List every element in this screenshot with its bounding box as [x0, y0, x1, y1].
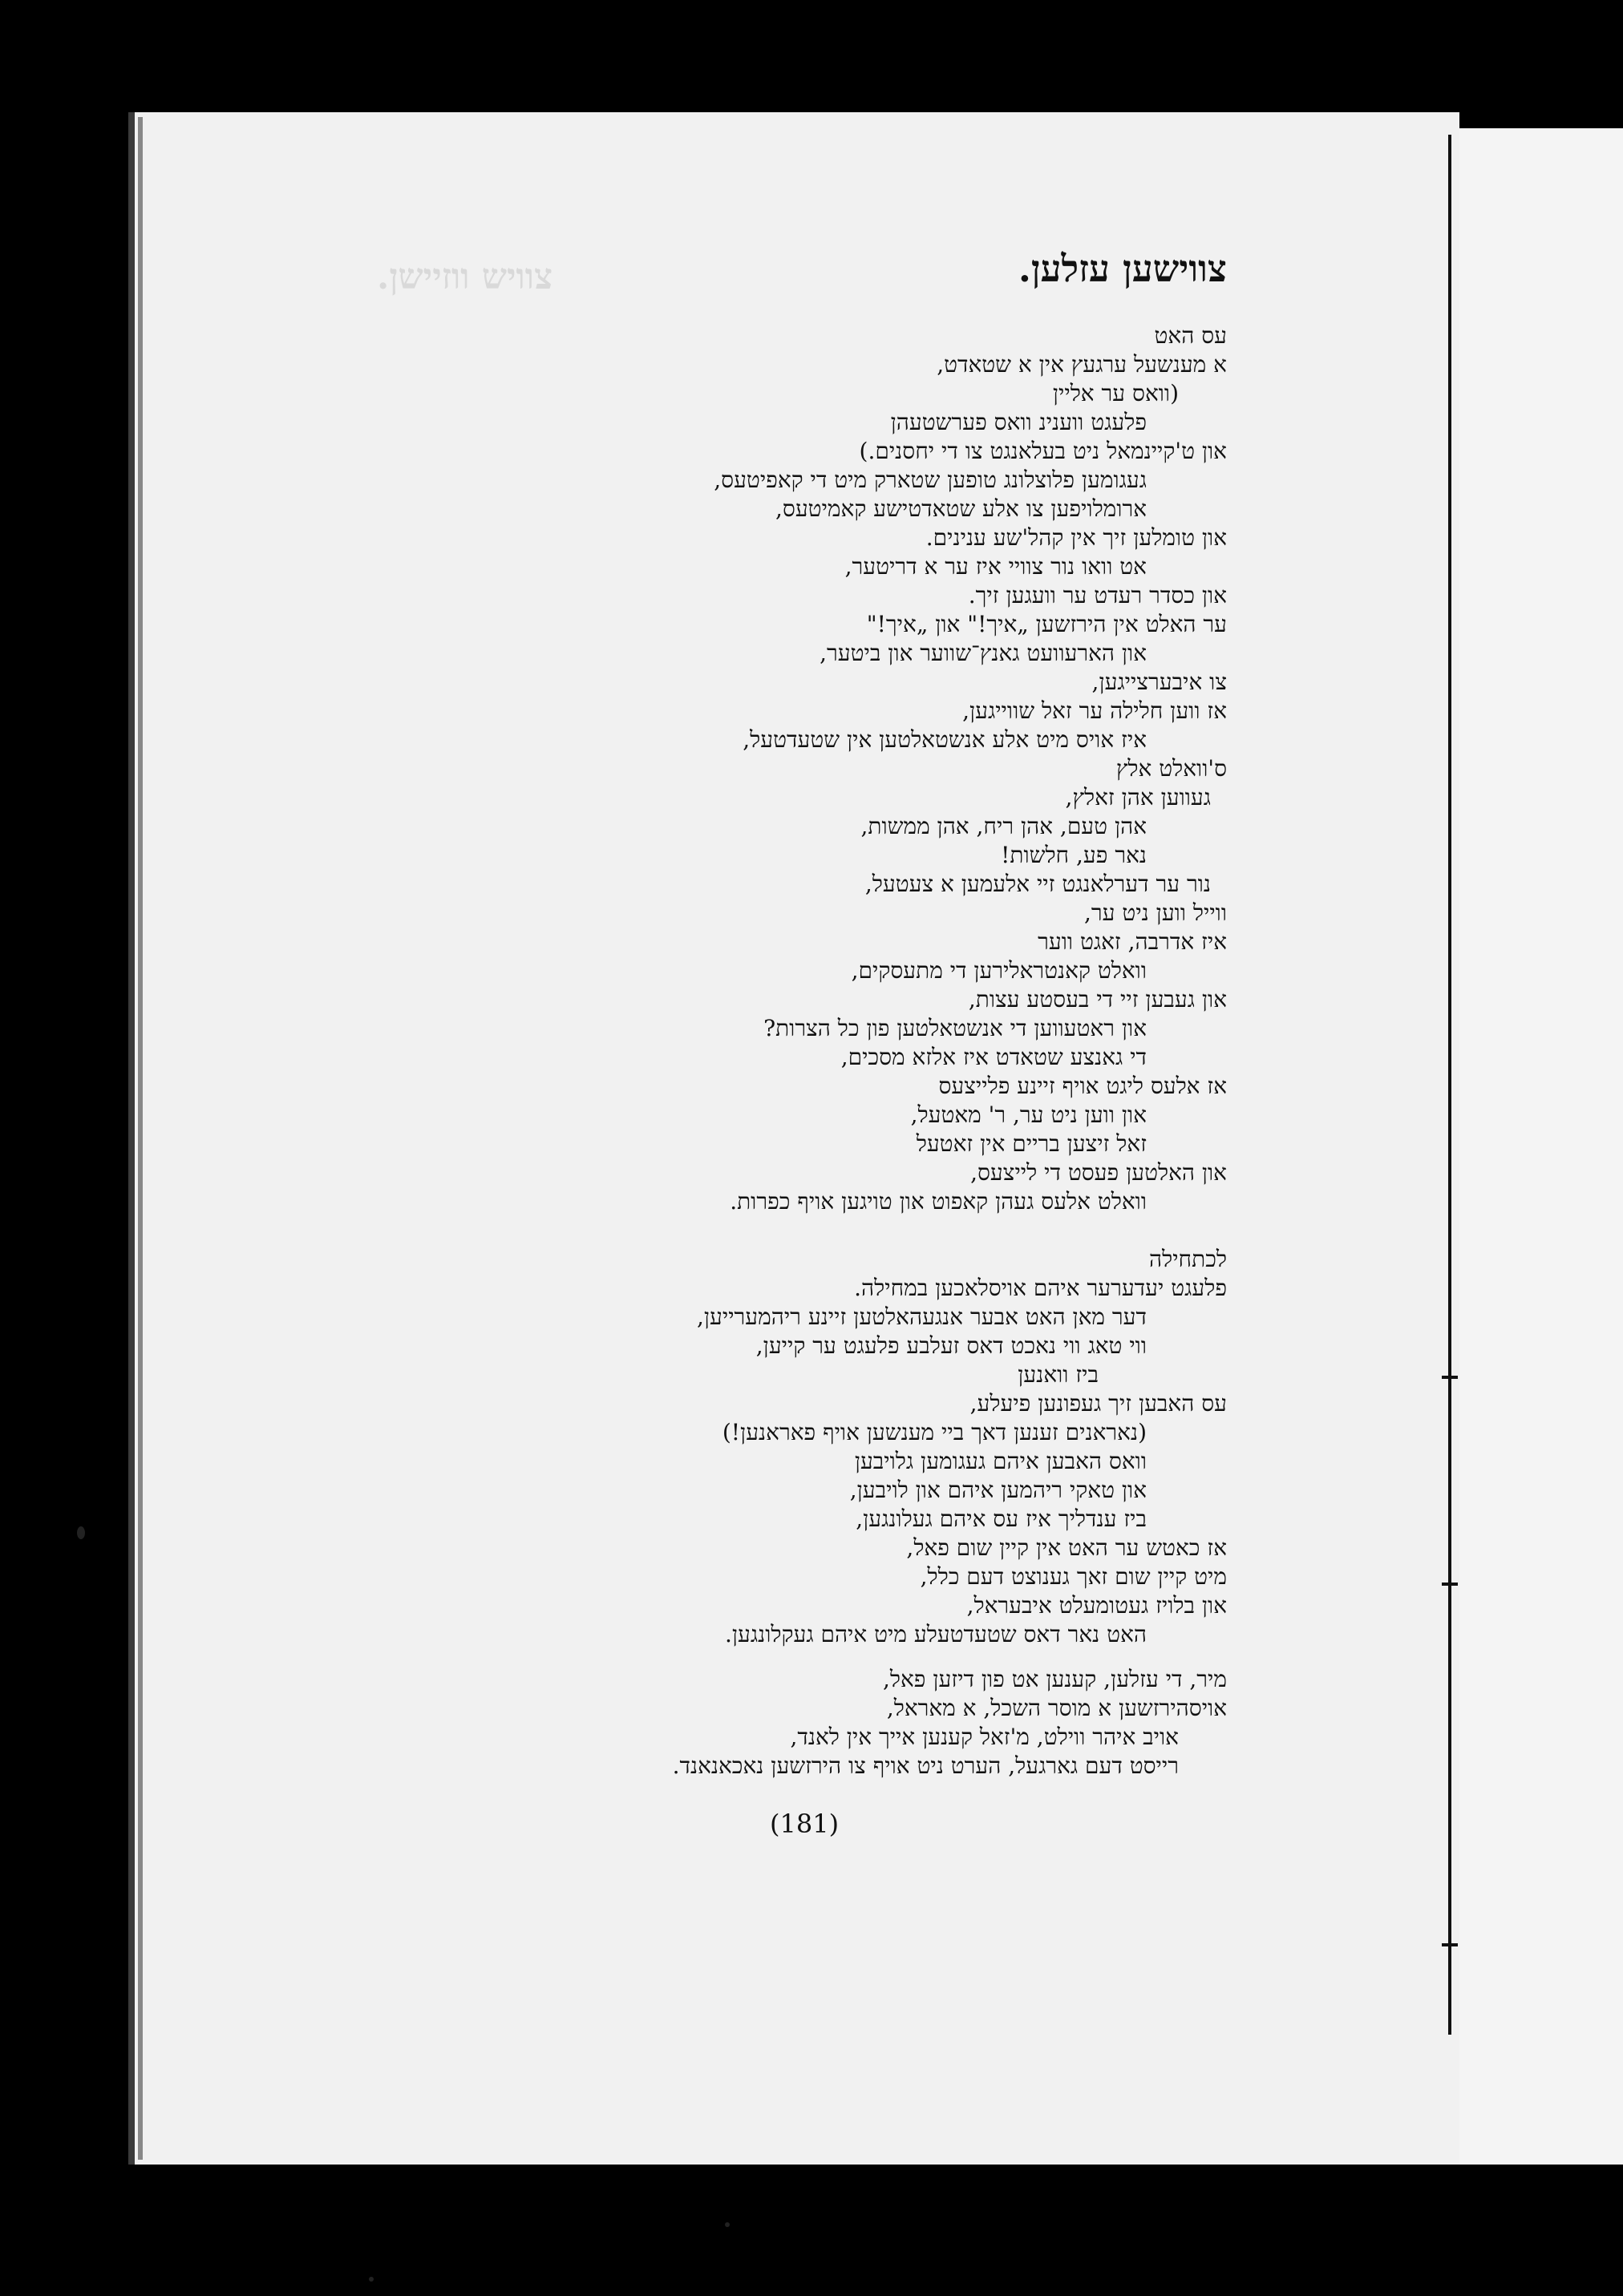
poem-line: ארומלויפען צו אלע שטאדטישע קאמיטעס, — [775, 495, 1147, 522]
poem-line: נאר פע, חלשות! — [1001, 841, 1147, 868]
poem-line: (וואס ער אליין — [1052, 379, 1179, 406]
poem-line: איז אדרבה, זאגט ווער — [1038, 928, 1227, 955]
poem-line: זאל זיצען בריים אין זאטעל — [916, 1130, 1147, 1157]
poem-line: געגומען פלוצלונג טופען שטארק מיט די קאפיטעס, — [714, 466, 1147, 493]
poem-line: עס האט — [1154, 321, 1227, 349]
stanza-gap — [449, 1216, 1227, 1245]
poem-line: אט וואו נור צוויי איז ער א דריטער, — [844, 552, 1147, 580]
poem-line: האט נאר דאס שטעדטעלע מיט איהם געקלונגען. — [725, 1620, 1147, 1647]
poem-body — [449, 249, 1227, 1781]
poem-line: און כסדר רעדט ער וועגען זיך. — [968, 581, 1227, 608]
poem-line: און ווען ניט ער, ר' מאטעל, — [910, 1101, 1147, 1128]
poem-line: לכתחילה — [1149, 1245, 1227, 1272]
poem-line: פלעגט ווענינ וואס פערשטעהן — [890, 408, 1147, 435]
poem-line: איז אויס מיט אלע אנשטאלטען אין שטעדטעל, — [743, 726, 1147, 753]
binding-tick — [1442, 1376, 1458, 1379]
poem-line: וואלט אלעס געהן קאפוט און טויגען אויף כפרות. — [730, 1187, 1147, 1215]
bleed-through-title: צוויש ווזיישן. — [377, 257, 553, 297]
poem-line: און ראטעווען די אנשטאלטען פון כל הצרות? — [763, 1014, 1147, 1041]
poem-line: ביז וואנען — [1018, 1360, 1099, 1388]
poem-line: רייסט דעם גארגעל, הערט ניט אויף צו הירזשען נאכאנאנד. — [672, 1752, 1179, 1779]
poem-line: די גאנצע שטאדט איז אלזא מסכים, — [840, 1043, 1147, 1070]
poem-line: און טאקי ריהמען איהם און לויבען, — [849, 1476, 1147, 1503]
poem-line: עס האבען זיך געפונען פיעלע, — [969, 1389, 1227, 1417]
poem-line: און בלויז געטומעלט איבעראל, — [966, 1591, 1227, 1619]
poem-line: אז כאטש ער האט אין קיין שום פאל, — [906, 1534, 1227, 1561]
poem-line: נור ער דערלאנגט זיי אלעמען א צעטעל, — [864, 870, 1211, 897]
poem-line: (נאראנים זענען דאך ביי מענשען אויף פאראנען!) — [722, 1418, 1147, 1445]
poem-line: מיר, די עזלען, קענען אט פון דיזען פאל, — [882, 1665, 1227, 1692]
poem-line: ביז ענדליך איז עס איהם געלונגען, — [856, 1505, 1147, 1532]
poem-title: צווישען עזלען. — [1018, 247, 1227, 290]
scan-speck — [77, 1526, 85, 1539]
poem-line: אויסהירזשען א מוסר השכל, א מאראל, — [886, 1694, 1227, 1721]
stanza — [449, 321, 1227, 1216]
poem-line: ער האלט אין הירזשען „איך!" און „איך!" — [866, 610, 1227, 637]
facing-page — [1453, 128, 1623, 2165]
poem-line: וואס האבען איהם געגומען גלויבען — [854, 1447, 1147, 1474]
poem-line: פלעגט יעדערער איהם אויסלאכען במחילה. — [854, 1274, 1227, 1301]
poem-line: דער מאן האט אבער אנגעהאלטען זיינע ריהמערייען, — [696, 1303, 1147, 1330]
poem-line: אהן טעם, אהן ריח, אהן ממשות, — [860, 812, 1147, 839]
binding-tick — [1442, 1943, 1458, 1946]
stanza-gap — [449, 1649, 1227, 1665]
poem-line: וואלט קאנטראלירען די מתעסקים, — [851, 956, 1147, 984]
stanza — [449, 1245, 1227, 1649]
poem-line: ס'וואלט אלץ — [1115, 754, 1227, 782]
poem-line: און טומלען זיך אין קהל'שע ענינים. — [925, 523, 1227, 551]
poem-line: און ט'קיינמאל ניט בעלאנגט צו די יחסנים.) — [859, 437, 1227, 464]
poem-line: אויב איהר ווילט, מ'זאל קענען אייך אין לאנד, — [790, 1723, 1179, 1750]
poem-line: אז ווען חלילה ער זאל שווייגען, — [962, 697, 1227, 724]
poem-line: אז אלעס ליגט אויף זיינע פלייצעס — [938, 1072, 1227, 1099]
poem-line: מיט קיין שום זאך גענוצט דעם כלל, — [920, 1562, 1227, 1590]
scan-speck — [725, 2222, 730, 2227]
poem-line: און האלטען פעסט די לייצעס, — [970, 1158, 1227, 1186]
stanza — [449, 1665, 1227, 1781]
poem-line: ווי טאג ווי נאכט דאס זעלבע פלעגט ער קייען, — [755, 1332, 1147, 1359]
scan-speck — [369, 2277, 374, 2282]
poem-line: ווייל ווען ניט ער, — [1084, 899, 1227, 926]
poem-line: א מענשעל ערגעץ אין א שטאדט, — [937, 350, 1227, 378]
stanza-container — [449, 321, 1227, 1781]
poem-line: און הארעוועט גאנץ־שווער און ביטער, — [820, 639, 1147, 666]
binding-tick — [1442, 1583, 1458, 1586]
page-number: (181) — [770, 1809, 840, 1839]
binding-fold — [1448, 135, 1451, 2035]
poem-line: און געבען זיי די בעסטע עצות, — [968, 985, 1227, 1013]
poem-line: צו איבערצייגען, — [1091, 668, 1227, 695]
poem-line: געווען אהן זאלץ, — [1065, 783, 1211, 810]
page-edge — [138, 117, 143, 2160]
